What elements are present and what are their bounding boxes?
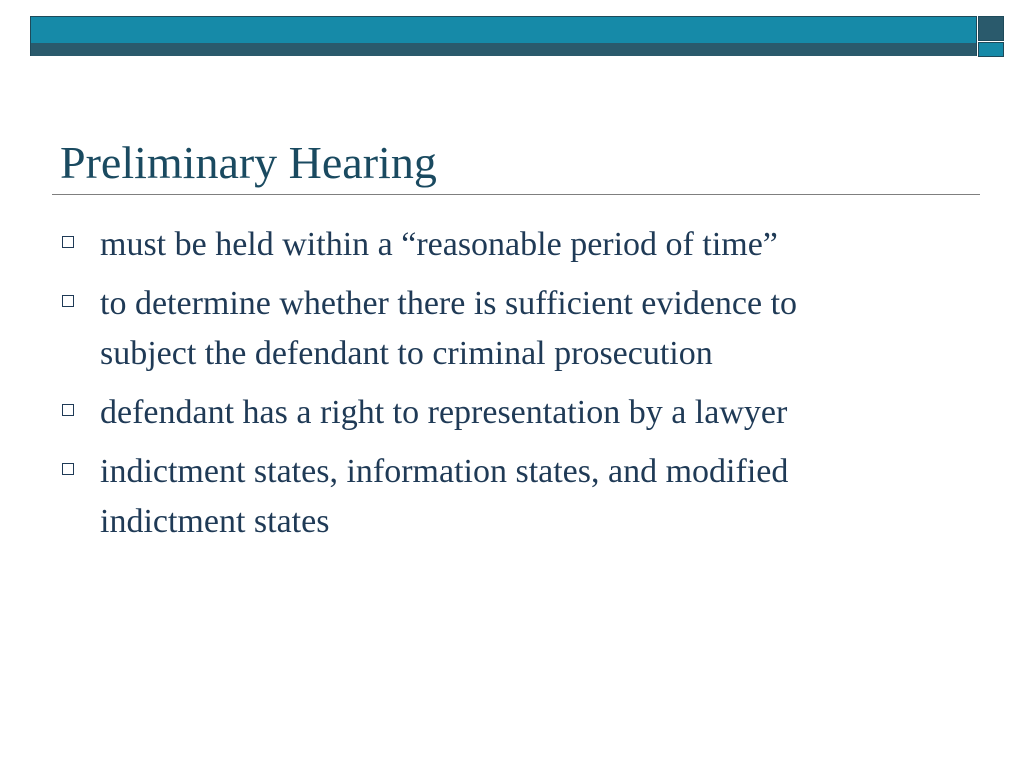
bullet-text: to determine whether there is sufficient evidence to subject the defendant to criminal prosecution [100,285,798,372]
bullet-text: defendant has a right to representation by a lawyer [100,394,788,431]
corner-square-bottom [978,42,1004,57]
top-bar-stripe [31,43,976,56]
bullet-item [0,220,1024,270]
bullet-text: must be held within a “reasonable period of time” [100,226,778,263]
bullet-text: indictment states, information states, and modified indictment states [100,453,789,540]
hollow-square-bullet-icon [62,295,74,307]
hollow-square-bullet-icon [62,404,74,416]
corner-square-top [978,16,1004,41]
bullet-item [0,279,1024,379]
bullet-list [0,220,1024,556]
title-divider [52,194,980,195]
hollow-square-bullet-icon [62,236,74,248]
top-decorative-bar [30,16,977,56]
bullet-item [0,447,1024,547]
bullet-item [0,388,1024,438]
slide-title: Preliminary Hearing [60,137,437,188]
hollow-square-bullet-icon [62,463,74,475]
